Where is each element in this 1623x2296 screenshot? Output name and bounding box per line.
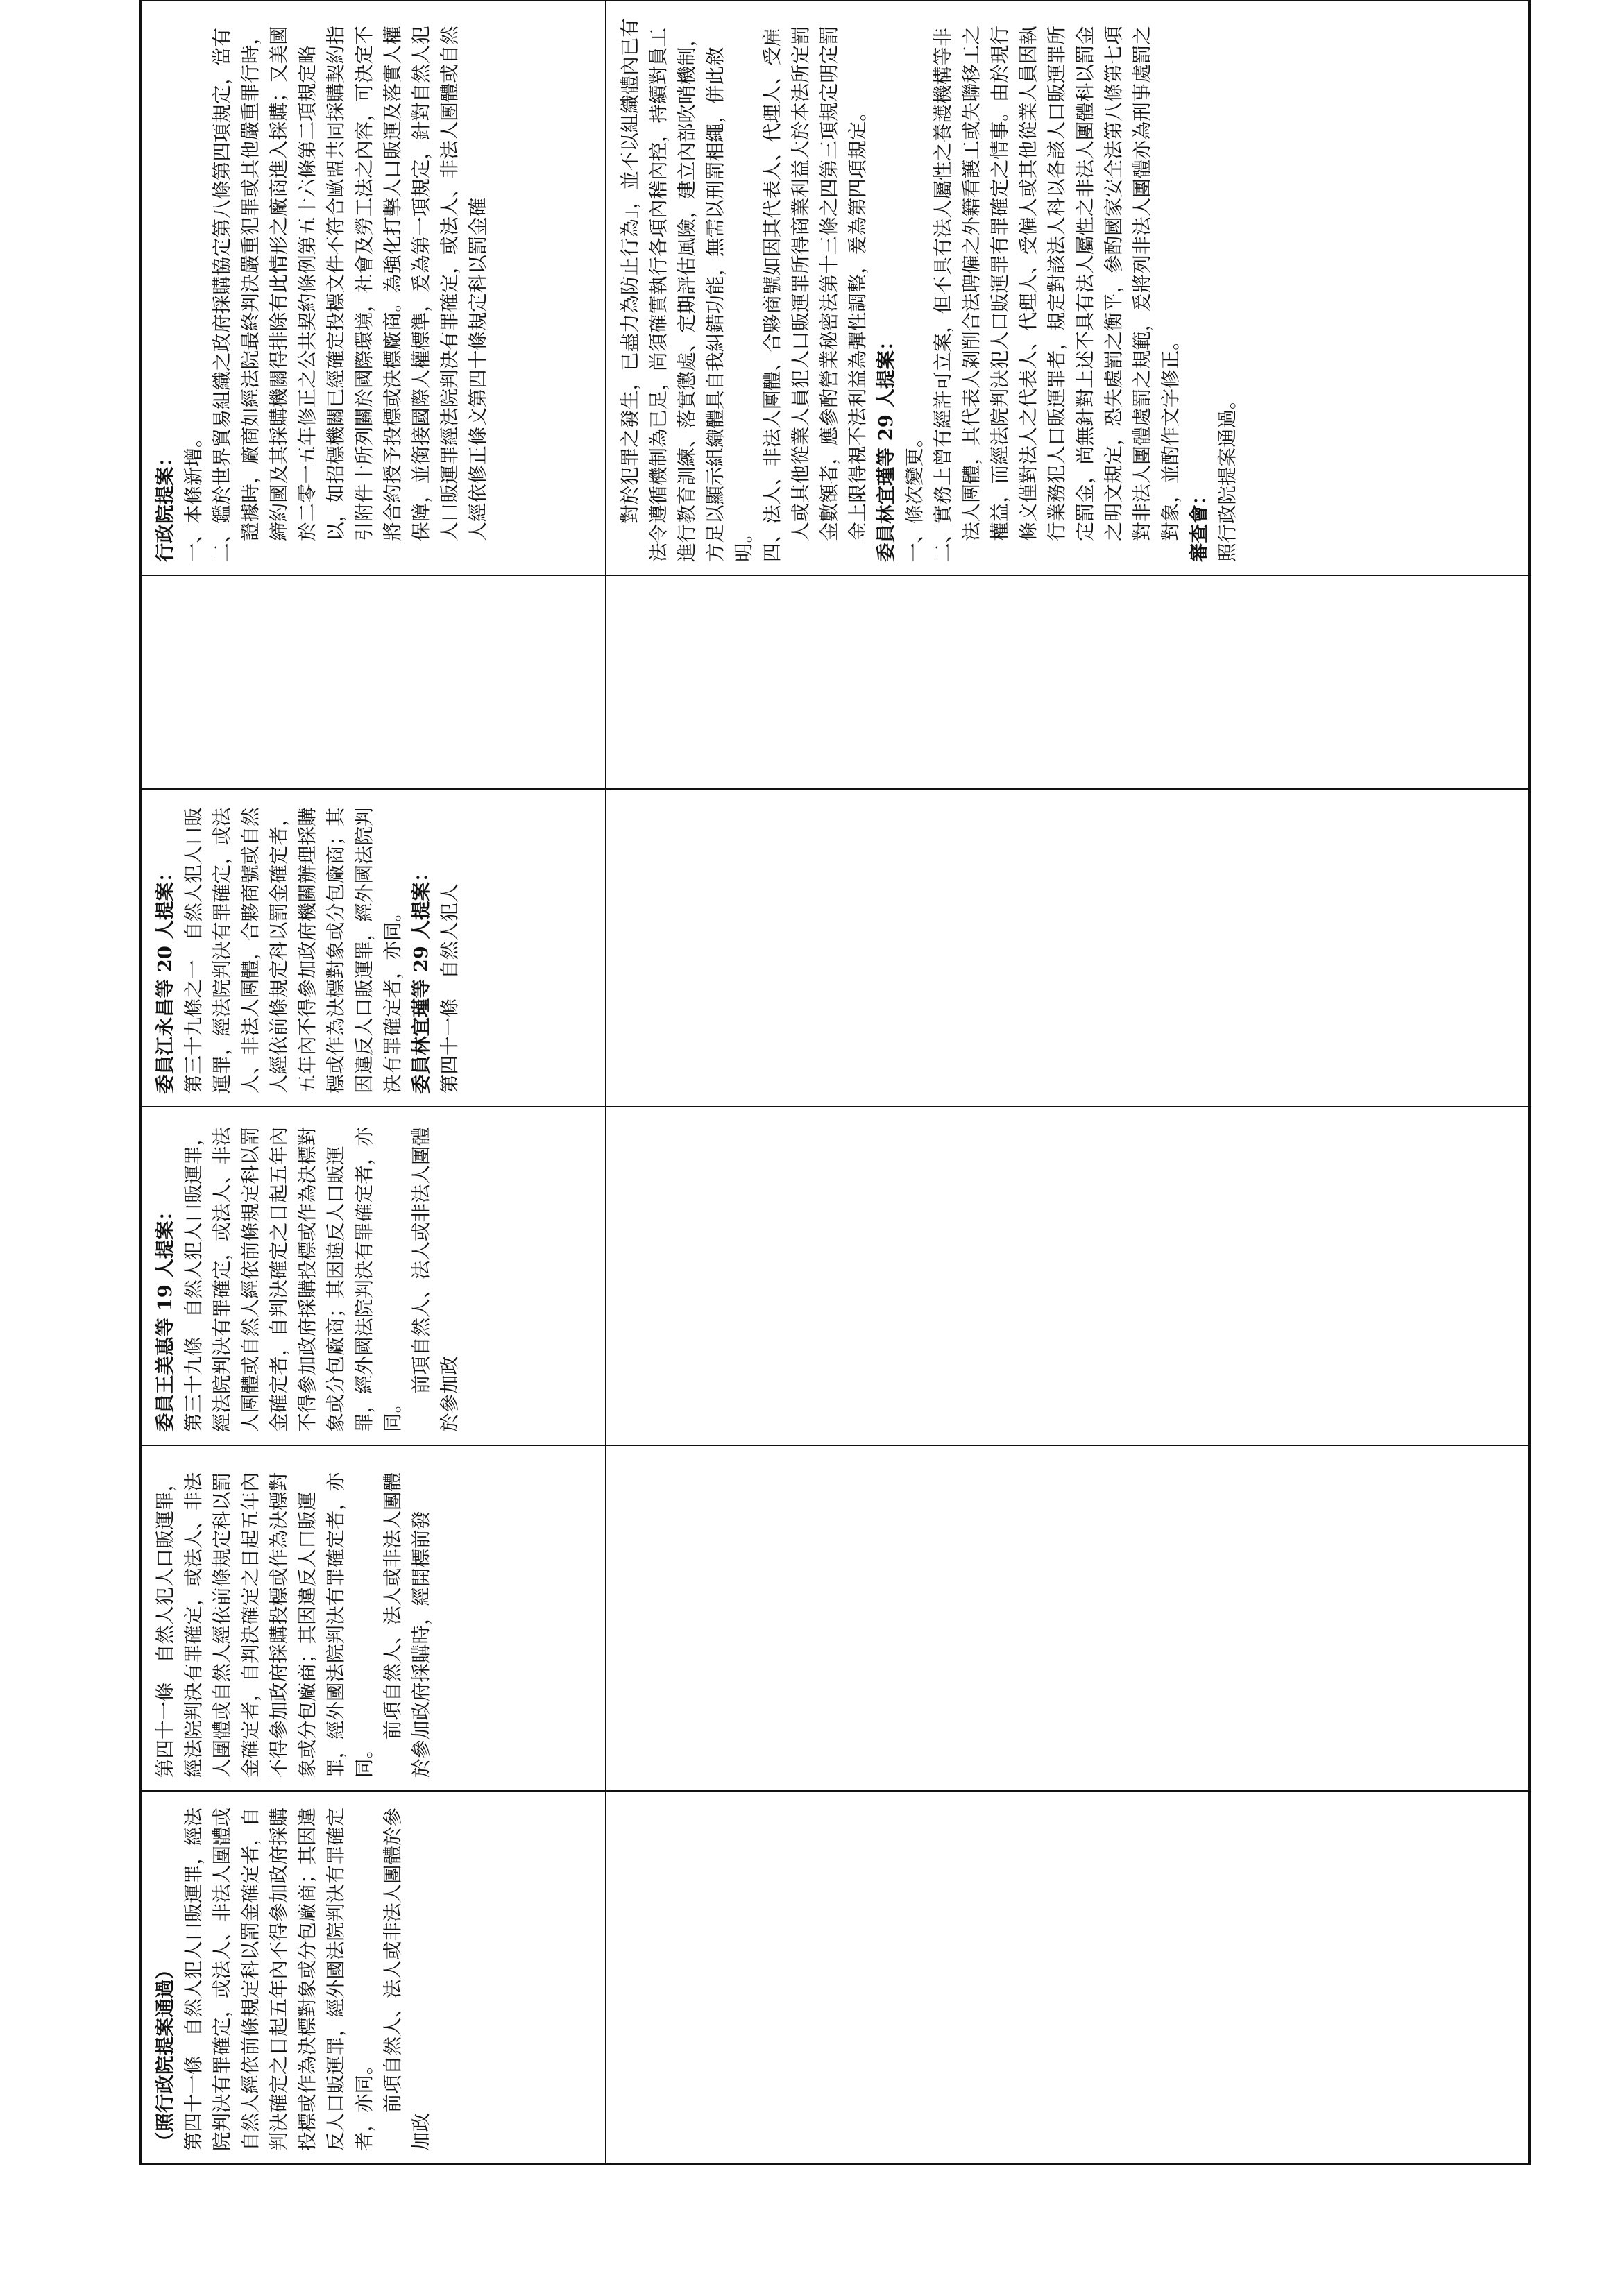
cell-empty: [606, 1791, 1529, 2164]
cell-header: 委員林宜瑾等 29 人提案：: [410, 862, 432, 1094]
cell-header: 審查會：: [1188, 486, 1210, 562]
cell-header: 委員王美惠等 19 人提案：: [154, 1201, 176, 1432]
cell-exec-yuan-article: [140, 1445, 606, 1791]
cell-text: 第三十九條之一 自然人犯人口販運罪，經法院判決有罪確定，或法人、非法人團體，合夥商號或自然人經依前條規定科以罰金確定者，五年內不得參加政府機關辦理採購標或作為決標對象或分包廠商；其因違反人口販運罪，經外國法院判決有罪確定者，亦同。: [182, 807, 404, 1094]
list-item: 二、實務上曾有經許可立案，但不具有法人屬性之養護機構等非法人團體，其代表人剝削合法聘僱之外籍看護工或失聯移工之權益，而經法院判決犯人口販運罪有罪確定之情事。由於現行條文僅對法人之代表人、代理人、受僱人或其他從業人員因執行業務犯人口販運罪者，規定對該法人科以各該人口販運罪所定罰金，尚無針對上述不具有法人屬性之非法人團體科以罰金之明文規定，恐失處罰之衡平，參酌國家安全法第八條第七項對非法人團體處罰之規範，爰將列非法人團體亦為刑事處罰之對象，並酌作文字修正。: [932, 26, 1182, 562]
list-item: 一、本條新增。: [182, 428, 205, 562]
cell-text: 前項自然人、法人或非法人團體於參加政: [382, 1808, 432, 2151]
cell-proposal-jiang: [140, 789, 606, 1107]
list-item: 四、法人、非法人團體、合夥商號如因其代表人、代理人、受雇人或其他從業人員犯人口販運罪所得商業利益大於本法所定罰金數額者，應參酌營業秘密法第十三條之四第三項規定明定罰金上限得視不法利益為彈性調整，爰為第四項規定。: [761, 26, 869, 562]
list-item: 一、條次變更。: [903, 428, 926, 562]
cell-empty: [606, 575, 1529, 789]
cell-text: 第四十一條 自然人犯人口販運罪，經法院判決有罪確定，或法人、非法人團體或自然人經依前條規定科以罰金確定者，自判決確定之日起五年內不得參加政府採購投標或作為決標對象或分包廠商；其因違反人口販運罪，經外國法院判決有罪確定者，亦同。: [182, 1808, 375, 2151]
cell-text: 前項自然人、法人或非法人團體於參加政: [410, 1127, 461, 1432]
cell-text: 照行政院提案通過。: [1216, 390, 1239, 562]
cell-text: 第三十九條 自然人犯人口販運罪，經法院判決有罪確定，或法人、非法人團體或自然人經依前條規定科以罰金確定者，自判決確定之日起五年內不得參加政府採購投標或作為決標對象或分包廠商；其因違反人口販運罪，經外國法院判決有罪確定者，亦同。: [182, 1127, 404, 1432]
cell-empty: [606, 1445, 1529, 1791]
comparison-table: [139, 0, 1531, 2165]
cell-empty: [606, 789, 1529, 1107]
cell-header: 委員江永昌等 20 人提案：: [154, 862, 176, 1094]
cell-text: 第四十一條 自然人犯人: [439, 883, 461, 1094]
table-row: [606, 1, 1529, 2164]
list-item: 對於犯罪之發生，已盡力為防止行為」，並不以組織體內已有法令遵循機制為已足，尚須確實執行各項內稽內控，持續對員工進行教育訓練、落實懲處、定期評估風險，建立內部吹哨機制，方足以顯示組織體具自我糾錯功能，無需以刑罰相繩，併此敘明。: [619, 18, 755, 562]
cell-header: （照行政院提案通過）: [154, 1960, 176, 2151]
rotated-landscape-page: [139, 18, 1492, 2165]
cell-review-result: [140, 1791, 606, 2164]
list-item: 二、鑑於世界貿易組織之政府採購協定第八條第四項規定，當有證據時，廠商如經法院最終判決嚴重犯罪或其他嚴重罪行時，締約國及其採購機關得排除有此情形之廠商進入採購；又美國於二零一五年修正之公共契約條例第五十六條第二項規定略以，如招標機關已經確定投標文件不符合歐盟共同採購契約指引附件十所列關於國際環境，社會及勞工法之內容，可決定不將合約授予投標或決標廠商。為強化打擊人口販運及落實人權保障，並銜接國際人權標準，爰為第一項規定，針對自然人犯人口販運罪經法院判決有罪確定，或法人、非法人團體或自然人經依修正條文第四十條規定科以罰金確: [211, 26, 489, 562]
cell-explanation: [140, 1, 606, 575]
cell-current-law: [140, 575, 606, 789]
cell-explanation: [606, 1, 1529, 575]
table-row: [140, 1, 606, 2164]
cell-header: 委員林宜瑾等 29 人提案：: [875, 331, 897, 562]
cell-text: 前項自然人、法人或非法人團體於參加政府採購時，經開標前發: [382, 1472, 432, 1778]
cell-empty: [606, 1107, 1529, 1445]
cell-text: 第四十一條 自然人犯人口販運罪，經法院判決有罪確定，或法人、非法人團體或自然人經依前條規定科以罰金確定者，自判決確定之日起五年內不得參加政府採購投標或作為決標對象或分包廠商；其因違反人口販運罪，經外國法院判決有罪確定者，亦同。: [154, 1472, 375, 1778]
cell-header: 行政院提案：: [154, 448, 176, 562]
cell-proposal-wang: [140, 1107, 606, 1445]
